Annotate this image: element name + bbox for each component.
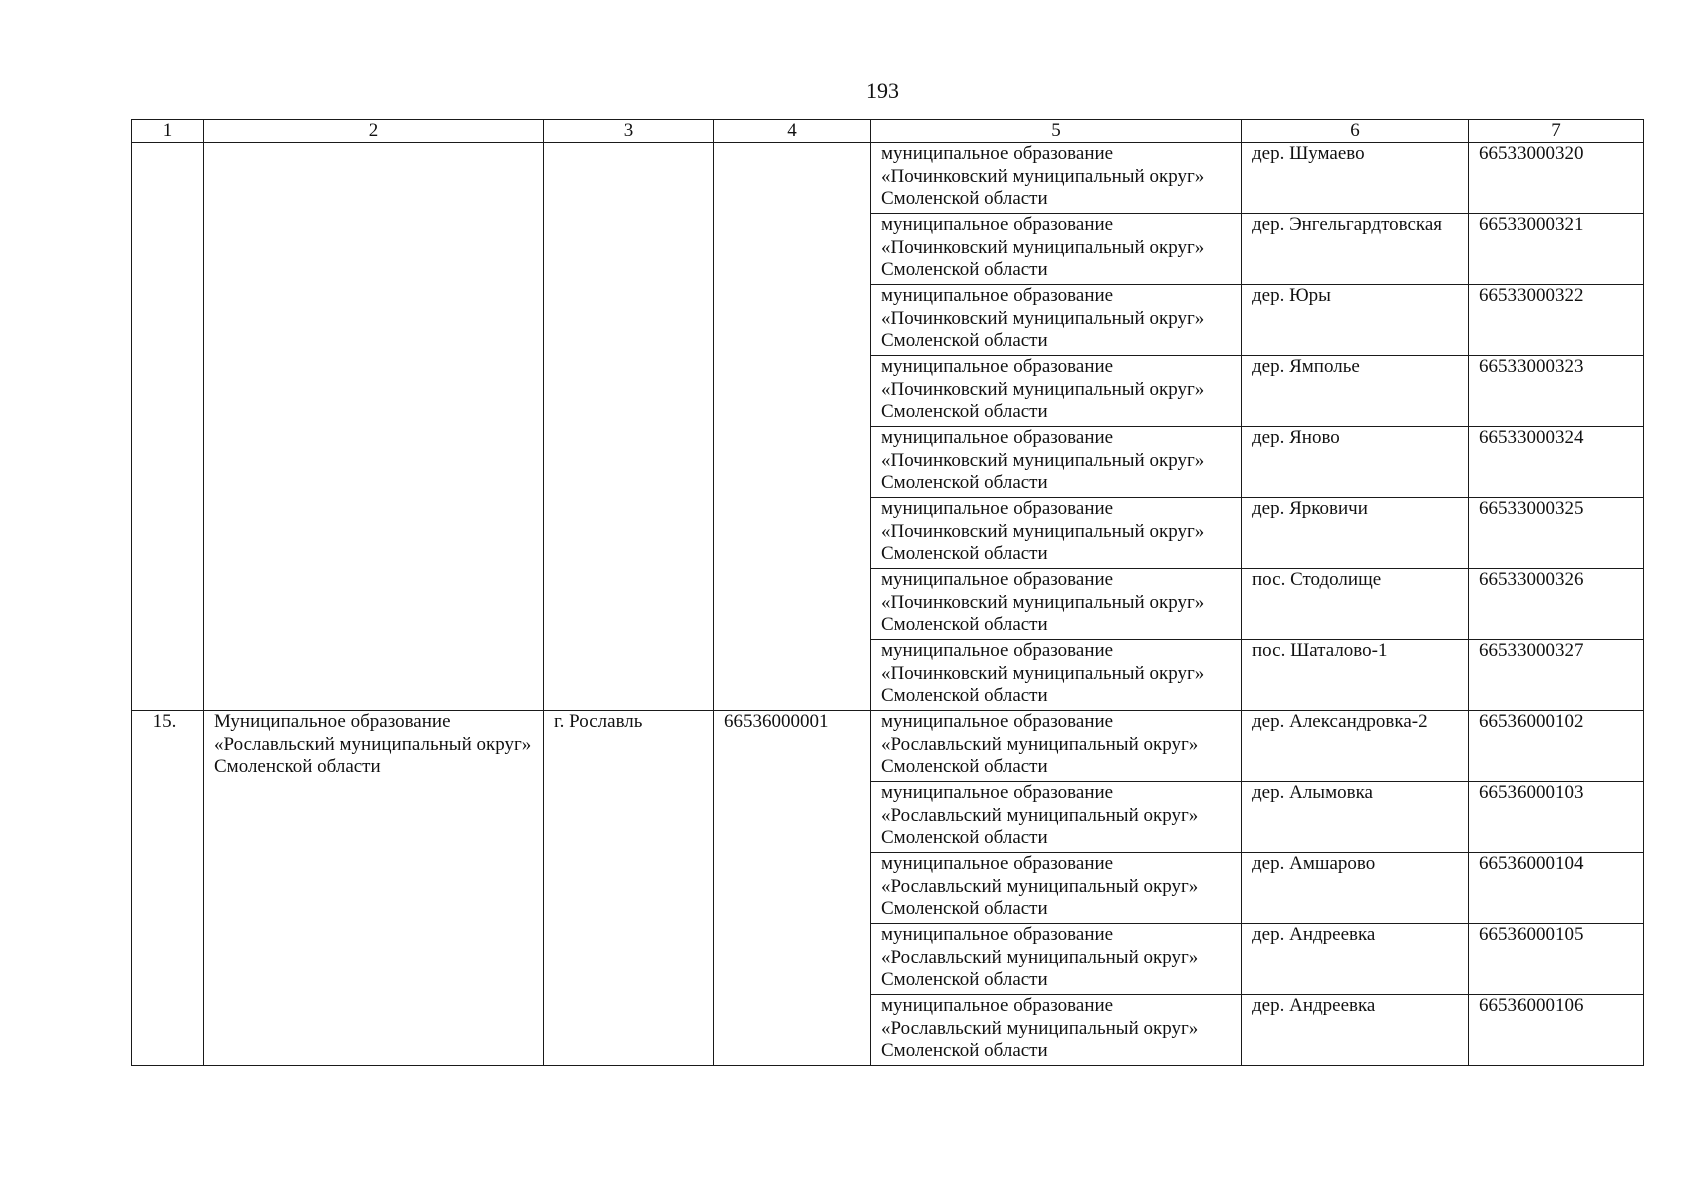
admin-center-code-cell: 66536000001 bbox=[714, 711, 871, 1066]
settlement-cell: дер. Алымовка bbox=[1242, 782, 1469, 853]
table-header bbox=[132, 120, 1644, 143]
municipal-formation-line: Смоленской области bbox=[881, 614, 1048, 636]
oktmo-code-cell: 66533000324 bbox=[1469, 427, 1644, 498]
municipal-formation-line: «Рославльский муниципальный округ» bbox=[881, 946, 1199, 968]
column-header-7: 7 bbox=[1469, 120, 1644, 143]
settlement-cell: дер. Андреевка bbox=[1242, 995, 1469, 1066]
settlement-cell: дер. Ярковичи bbox=[1242, 498, 1469, 569]
municipal-formation-line: муниципальное образование bbox=[881, 427, 1114, 448]
page-number: 193 bbox=[866, 78, 899, 103]
column-header-6: 6 bbox=[1242, 120, 1469, 143]
municipal-formation-line: муниципальное образование bbox=[881, 498, 1114, 519]
municipal-formation-line: муниципальное образование bbox=[881, 356, 1114, 377]
municipal-formation-line: муниципальное образование bbox=[881, 285, 1114, 306]
municipal-formation-cell bbox=[871, 427, 1242, 498]
municipal-formation-cell bbox=[871, 782, 1242, 853]
municipality-name-cell: Муниципальное образование «Рославльский муниципальный округ» Смоленской области bbox=[204, 711, 544, 1066]
municipal-formation-cell bbox=[871, 924, 1242, 995]
oktmo-code-cell: 66533000327 bbox=[1469, 640, 1644, 711]
municipal-formation-line: Смоленской области bbox=[881, 685, 1048, 707]
oktmo-code-cell: 66536000102 bbox=[1469, 711, 1644, 782]
municipal-formation-line: «Починковский муниципальный округ» bbox=[881, 662, 1205, 684]
group-number-cell: 15. bbox=[132, 711, 204, 1066]
settlement-cell: пос. Шаталово-1 bbox=[1242, 640, 1469, 711]
municipal-formation-line: «Рославльский муниципальный округ» bbox=[881, 875, 1199, 897]
municipal-formation-line: «Рославльский муниципальный округ» bbox=[881, 1017, 1199, 1039]
municipal-formation-line: Смоленской области bbox=[881, 898, 1048, 920]
municipal-formation-line: муниципальное образование bbox=[881, 214, 1114, 235]
municipal-formation-line: муниципальное образование bbox=[881, 640, 1114, 661]
municipal-formation-line: «Рославльский муниципальный округ» bbox=[881, 733, 1199, 755]
settlement-cell: дер. Энгельгардтовская bbox=[1242, 214, 1469, 285]
municipality-name-cell bbox=[204, 143, 544, 711]
municipal-formation-line: «Починковский муниципальный округ» bbox=[881, 307, 1205, 329]
municipal-formation-line: Смоленской области bbox=[881, 188, 1048, 210]
municipal-formation-line: Смоленской области bbox=[881, 472, 1048, 494]
oktmo-code-cell: 66533000320 bbox=[1469, 143, 1644, 214]
oktmo-code-cell: 66536000104 bbox=[1469, 853, 1644, 924]
municipal-formation-line: Смоленской области bbox=[881, 543, 1048, 565]
municipal-formation-line: «Починковский муниципальный округ» bbox=[881, 449, 1205, 471]
oktmo-code-cell: 66533000323 bbox=[1469, 356, 1644, 427]
municipal-formation-line: муниципальное образование bbox=[881, 711, 1114, 732]
settlement-cell: дер. Юры bbox=[1242, 285, 1469, 356]
municipal-formation-line: «Починковский муниципальный округ» bbox=[881, 236, 1205, 258]
table-row bbox=[132, 143, 1644, 214]
settlement-cell: пос. Стодолище bbox=[1242, 569, 1469, 640]
settlement-cell: дер. Андреевка bbox=[1242, 924, 1469, 995]
municipal-formation-line: Смоленской области bbox=[881, 1040, 1048, 1062]
column-header-3: 3 bbox=[544, 120, 714, 143]
municipal-formation-line: муниципальное образование bbox=[881, 853, 1114, 874]
municipal-formation-cell bbox=[871, 498, 1242, 569]
oktmo-code-cell: 66533000325 bbox=[1469, 498, 1644, 569]
municipal-formation-line: муниципальное образование bbox=[881, 782, 1114, 803]
column-header-4: 4 bbox=[714, 120, 871, 143]
column-header-2: 2 bbox=[204, 120, 544, 143]
municipal-formation-line: «Рославльский муниципальный округ» bbox=[881, 804, 1199, 826]
municipal-formation-cell bbox=[871, 143, 1242, 214]
registry-table bbox=[131, 119, 1644, 1066]
municipal-formation-line: «Починковский муниципальный округ» bbox=[881, 520, 1205, 542]
municipal-formation-cell bbox=[871, 995, 1242, 1066]
oktmo-code-cell: 66536000106 bbox=[1469, 995, 1644, 1066]
municipal-formation-cell bbox=[871, 640, 1242, 711]
settlement-cell: дер. Амшарово bbox=[1242, 853, 1469, 924]
municipal-formation-cell bbox=[871, 853, 1242, 924]
settlement-cell: дер. Яново bbox=[1242, 427, 1469, 498]
admin-center-cell: г. Рославль bbox=[544, 711, 714, 1066]
municipal-formation-line: муниципальное образование bbox=[881, 924, 1114, 945]
column-header-1: 1 bbox=[132, 120, 204, 143]
column-header-5: 5 bbox=[871, 120, 1242, 143]
municipal-formation-cell bbox=[871, 569, 1242, 640]
municipal-formation-line: «Починковский муниципальный округ» bbox=[881, 165, 1205, 187]
municipal-formation-line: муниципальное образование bbox=[881, 569, 1114, 590]
oktmo-code-cell: 66536000103 bbox=[1469, 782, 1644, 853]
municipal-formation-line: Смоленской области bbox=[881, 827, 1048, 849]
admin-center-code-cell bbox=[714, 143, 871, 711]
municipal-formation-cell bbox=[871, 214, 1242, 285]
municipal-formation-line: «Починковский муниципальный округ» bbox=[881, 591, 1205, 613]
admin-center-cell bbox=[544, 143, 714, 711]
oktmo-code-cell: 66533000321 bbox=[1469, 214, 1644, 285]
municipal-formation-cell bbox=[871, 285, 1242, 356]
municipal-formation-line: муниципальное образование bbox=[881, 995, 1114, 1016]
municipal-formation-line: Смоленской области bbox=[881, 330, 1048, 352]
municipal-formation-line: «Починковский муниципальный округ» bbox=[881, 378, 1205, 400]
municipal-formation-cell bbox=[871, 356, 1242, 427]
oktmo-code-cell: 66533000322 bbox=[1469, 285, 1644, 356]
table-row bbox=[132, 711, 1644, 782]
oktmo-code-cell: 66533000326 bbox=[1469, 569, 1644, 640]
municipal-formation-line: Смоленской области bbox=[881, 756, 1048, 778]
group-number-cell bbox=[132, 143, 204, 711]
municipal-formation-line: Смоленской области bbox=[881, 401, 1048, 423]
municipal-formation-line: Смоленской области bbox=[881, 259, 1048, 281]
municipal-formation-line: Смоленской области bbox=[881, 969, 1048, 991]
table-body bbox=[132, 143, 1644, 1066]
settlement-cell: дер. Александровка-2 bbox=[1242, 711, 1469, 782]
municipal-formation-cell bbox=[871, 711, 1242, 782]
settlement-cell: дер. Ямполье bbox=[1242, 356, 1469, 427]
municipal-formation-line: муниципальное образование bbox=[881, 143, 1114, 164]
oktmo-code-cell: 66536000105 bbox=[1469, 924, 1644, 995]
settlement-cell: дер. Шумаево bbox=[1242, 143, 1469, 214]
